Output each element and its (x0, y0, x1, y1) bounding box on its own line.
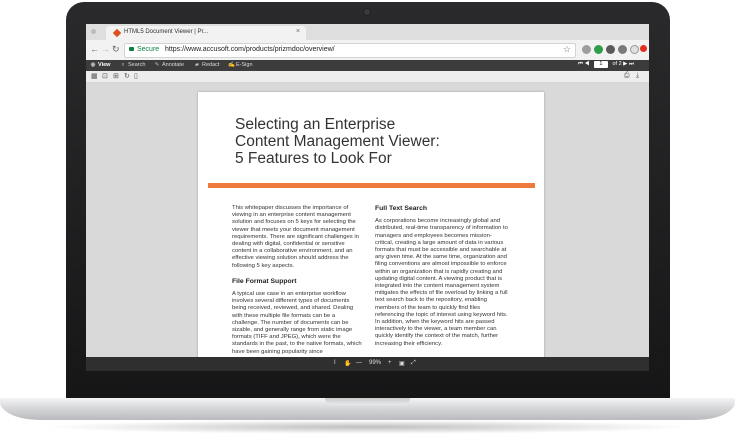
thumbnails-icon[interactable]: ▯ (134, 73, 138, 80)
signature-icon: ✍ (228, 62, 235, 68)
tab-annotate-label: Annotate (162, 62, 185, 68)
redact-icon: ▰ (194, 62, 200, 68)
secure-label: Secure (137, 46, 160, 53)
address-bar[interactable] (124, 43, 576, 58)
section-body-full-text-search: As corporations become increasingly global and distributed, real-time transparency of information to managers and employees becomes mission-critical, creating a large amount of data in various formats that must be accessible and searchable at any given time. At the same time, organization and filing conventions are almost impossible to enforce within an organization that is rapidly creating and updating digital content. A viewing product that is integrated into the content management system mitigates the effects of file overload by linking a full text search back to the repository, enabling members of the team to quickly find files referencing the topic of interest using keyword hits. In addition, when the keyword hits are passed interactively to the viewer, a team member can quickly identify the context of the match, further increasing their efficiency. (375, 218, 508, 347)
fullscreen-icon[interactable]: ⤢ (411, 360, 416, 366)
fit-icon[interactable]: ⊞ (113, 73, 119, 80)
tab-close-icon[interactable]: × (296, 28, 301, 35)
extension-green-icon[interactable] (594, 45, 603, 54)
tab-search[interactable] (120, 62, 145, 69)
tab-esign[interactable] (228, 62, 253, 68)
title-line-2: Content Management Viewer: (235, 133, 440, 150)
forward-arrow-icon[interactable]: → (101, 44, 110, 54)
print-icon[interactable]: ⎙ (624, 72, 630, 79)
zoom-out-icon[interactable]: — (356, 360, 362, 366)
reload-icon[interactable]: ↻ (112, 44, 120, 54)
title-line-3: 5 Features to Look For (235, 150, 392, 167)
title-line-1: Selecting an Enterprise (235, 116, 396, 133)
lock-icon (129, 47, 134, 51)
left-column (232, 205, 362, 362)
extension-red-icon[interactable] (640, 45, 647, 52)
url-text[interactable]: https://www.accusoft.com/products/prizmdoc/overview/ (165, 46, 335, 53)
page-total: of 2 (612, 61, 622, 67)
viewer-toolbar (86, 60, 649, 71)
last-page-icon[interactable]: ⏭ (628, 61, 634, 67)
browser-tab-strip (86, 24, 649, 40)
eye-icon: ◉ (90, 62, 96, 68)
section-heading-full-text-search: Full Text Search (375, 205, 427, 212)
tab-annotate[interactable] (154, 62, 184, 68)
zoom-level[interactable]: 99% (369, 360, 382, 366)
window-control[interactable] (91, 29, 96, 34)
viewer-bottom-bar (86, 357, 649, 371)
text-select-icon[interactable]: I (334, 360, 336, 366)
pan-hand-icon[interactable]: ✋ (344, 361, 352, 367)
back-arrow-icon[interactable]: ← (90, 44, 99, 54)
search-icon: ⌕ (121, 62, 125, 68)
browser-tab[interactable] (106, 26, 306, 40)
tab-esign-label: E-Sign (236, 62, 253, 68)
bookmark-star-icon[interactable]: ☆ (562, 44, 571, 54)
section-body-file-format: A typical use case in an enterprise workflow involves several different types of documents being received, reviewed, and shared. Dealing with these multiple file formats can be a challenge. The number of documents can be sizable, and generally range from static image formats (TIFF and JPEG), which were the standards in the past, to the native formats, which have been gaining popularity since (232, 291, 362, 355)
page-number-input[interactable]: 1 (594, 61, 608, 68)
intro-paragraph: This whitepaper discusses the importance of viewing in an enterprise content management solution and focuses on 5 keys for selecting the viewer that meets your document management requirements. There are significant challenges in dealing with digital, confidential or sensitive content in a collaborative environment, and an effective viewing solution should address the following 5 key aspects. (232, 205, 359, 269)
document-page (198, 92, 544, 362)
tab-redact[interactable] (194, 62, 219, 68)
first-page-icon[interactable]: ⏮ (578, 61, 583, 67)
document-title (235, 116, 535, 167)
rotate-icon[interactable]: ↻ (124, 73, 130, 80)
tab-redact-label: Redact (202, 62, 220, 68)
extension-gray-icon[interactable] (618, 45, 627, 54)
zoom-in-icon[interactable]: + (388, 360, 392, 366)
extension-dark-icon[interactable] (606, 45, 615, 54)
grid-icon[interactable]: ▦ (91, 73, 98, 80)
favicon-icon (113, 29, 121, 37)
prev-page-icon[interactable]: ◀ (584, 61, 590, 67)
laptop-shadow (40, 420, 695, 434)
laptop-notch (325, 398, 410, 405)
right-column (375, 205, 509, 356)
browser-address-row (86, 40, 649, 61)
tab-view[interactable] (90, 62, 110, 68)
title-divider (208, 183, 535, 188)
section-heading-file-format: File Format Support (232, 277, 297, 285)
fit-page-icon[interactable]: ▣ (399, 361, 405, 367)
laptop-screen (86, 24, 649, 371)
tab-search-label: Search (128, 62, 146, 68)
pen-icon: ✎ (154, 62, 160, 68)
next-page-icon[interactable]: ▶ (623, 61, 628, 67)
zoom-area-icon[interactable]: ⊡ (102, 73, 108, 80)
download-icon[interactable]: ⤓ (636, 72, 640, 79)
extension-light-icon[interactable] (630, 45, 639, 54)
webcam (364, 9, 370, 15)
tab-title: HTML5 Document Viewer | Pr... (124, 29, 209, 35)
tab-view-label: View (98, 62, 111, 68)
viewer-subtoolbar (86, 71, 649, 83)
page-navigator (578, 61, 634, 68)
extension-icon[interactable] (582, 45, 591, 54)
